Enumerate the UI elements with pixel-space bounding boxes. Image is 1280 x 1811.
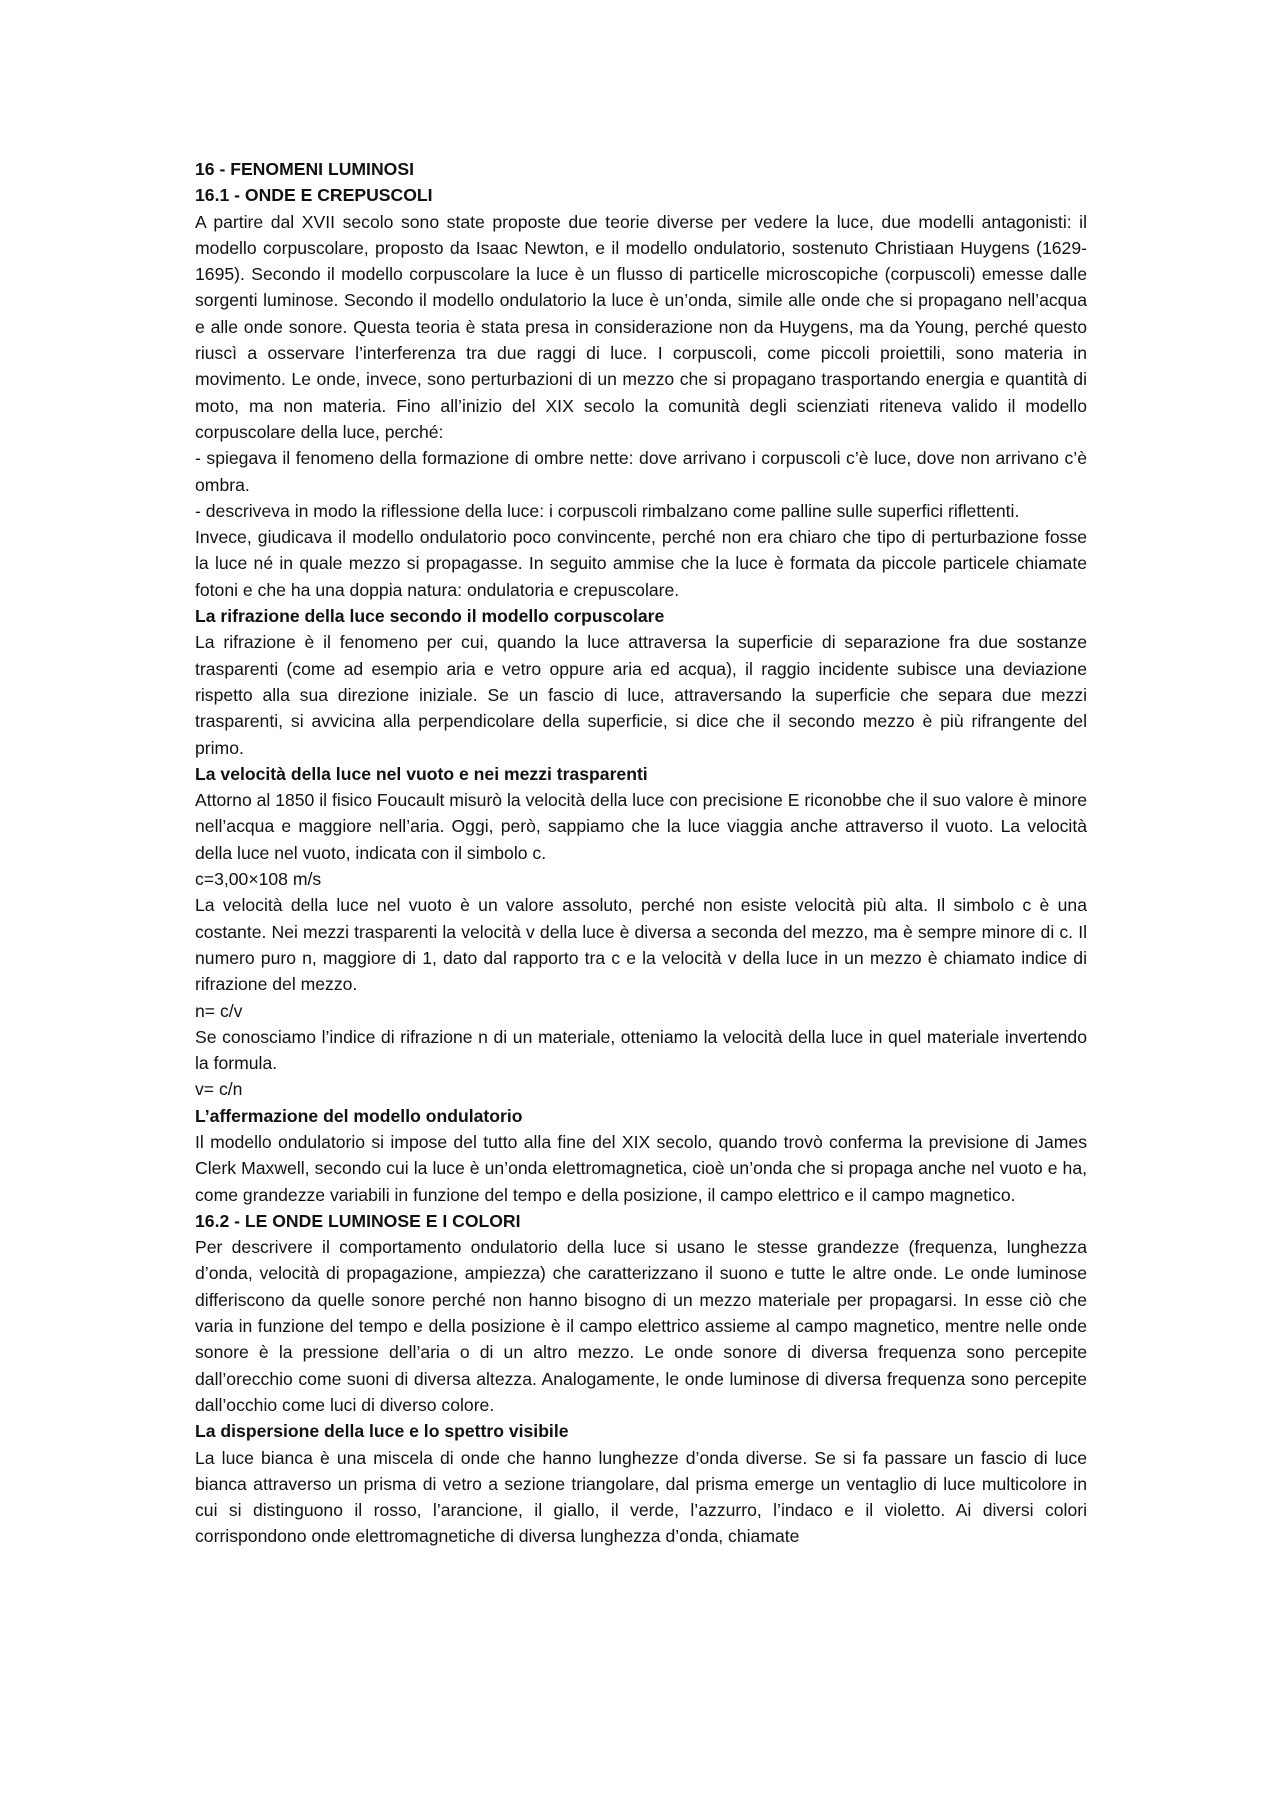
paragraph: A partire dal XVII secolo sono state proposte due teorie diverse per vedere la luce, due modelli antagonisti: il modello corpuscolare, proposto da Isaac Newton, e il modello ondulatorio, sostenuto Christiaan Huygens (1629-1695). Secondo il modello corpuscolare la luce è un flusso di particelle microscopiche (corpuscoli) emesse dalle sorgenti luminose. Secondo il modello ondulatorio la luce è un’onda, simile alle onde che si propagano nell’acqua e alle onde sonore. Questa teoria è stata presa in considerazione non da Huygens, ma da Young, perché questo riuscì a osservare l’interferenza tra due raggi di luce. I corpuscoli, come piccoli proiettili, sono materia in movimento. Le onde, invece, sono perturbazioni di un mezzo che si propagano trasportando energia e quantità di moto, ma non materia. Fino all’inizio del XIX secolo la comunità degli scienziati riteneva valido il modello corpuscolare della luce, perché: (195, 211, 1087, 442)
list-item: - spiegava il fenomeno della formazione di ombre nette: dove arrivano i corpuscoli c’è luce, dove non arrivano c’è ombra. (195, 448, 1087, 495)
document-body (195, 156, 1087, 1550)
formula: c=3,00×108 m/s (195, 869, 322, 890)
subsection-heading: La dispersione della luce e lo spettro visibile (195, 1421, 569, 1442)
paragraph: Per descrivere il comportamento ondulatorio della luce si usano le stesse grandezze (frequenza, lunghezza d’onda, velocità di propagazione, ampiezza) che caratterizzano il suono e tutte le altre onde. Le onde luminose differiscono da quelle sonore perché non hanno bisogno di un mezzo materiale per propagarsi. In esse ciò che varia in funzione del tempo e della posizione è il campo elettrico assieme al campo magnetico, mentre nelle onde sonore è la pressione dell’aria o di un altro mezzo. Le onde sonore di diversa frequenza sono percepite dall’orecchio come suoni di diversa altezza. Analogamente, le onde luminose di diversa frequenza sono percepite dall’occhio come luci di diverso colore. (195, 1237, 1087, 1415)
paragraph: Se conosciamo l’indice di rifrazione n di un materiale, otteniamo la velocità della luce in quel materiale invertendo la formula. (195, 1026, 1087, 1074)
paragraph: Il modello ondulatorio si impose del tutto alla fine del XIX secolo, quando trovò conferma la previsione di James Clerk Maxwell, secondo cui la luce è un’onda elettromagnetica, cioè un’onda che si propaga anche nel vuoto e ha, come grandezze variabili in funzione del tempo e della posizione, il campo elettrico e il campo magnetico. (195, 1131, 1087, 1205)
paragraph: La luce bianca è una miscela di onde che hanno lunghezze d’onda diverse. Se si fa passare un fascio di luce bianca attraverso un prisma di vetro a sezione triangolare, dal prisma emerge un ventaglio di luce multicolore in cui si distinguono il rosso, l’arancione, il giallo, il verde, l’azzurro, l’indaco e il violetto. Ai diversi colori corrispondono onde elettromagnetiche di diversa lunghezza d’onda, chiamate (195, 1447, 1087, 1547)
section-heading: 16.2 - LE ONDE LUMINOSE E I COLORI (195, 1210, 521, 1231)
section-heading: 16.1 - ONDE E CREPUSCOLI (195, 185, 433, 206)
subsection-heading: La velocità della luce nel vuoto e nei mezzi trasparenti (195, 763, 648, 784)
paragraph: La rifrazione è il fenomeno per cui, quando la luce attraversa la superficie di separazione fra due sostanze trasparenti (come ad esempio aria e vetro oppure aria ed acqua), il raggio incidente subisce una deviazione rispetto alla sua direzione iniziale. Se un fascio di luce, attraversando la superficie che separa due mezzi trasparenti, si avvicina alla perpendicolare della superficie, si dice che il secondo mezzo è più rifrangente del primo. (195, 632, 1087, 758)
subsection-heading: L’affermazione del modello ondulatorio (195, 1105, 523, 1126)
paragraph: Attorno al 1850 il fisico Foucault misurò la velocità della luce con precisione E riconobbe che il suo valore è minore nell’acqua e maggiore nell’aria. Oggi, però, sappiamo che la luce viaggia anche attraverso il vuoto. La velocità della luce nel vuoto, indicata con il simbolo c. (195, 790, 1087, 863)
paragraph: La velocità della luce nel vuoto è un valore assoluto, perché non esiste velocità più alta. Il simbolo c è una costante. Nei mezzi trasparenti la velocità v della luce è diversa a seconda del mezzo, ma è sempre minore di c. Il numero puro n, maggiore di 1, dato dal rapporto tra c e la velocità v della luce in un mezzo è chiamato indice di rifrazione del mezzo. (195, 895, 1087, 995)
subsection-heading: La rifrazione della luce secondo il modello corpuscolare (195, 606, 665, 627)
list-item: - descriveva in modo la riflessione della luce: i corpuscoli rimbalzano come palline sulle superfici riflettenti. (195, 500, 1020, 521)
formula: n= c/v (195, 1000, 243, 1021)
chapter-title: 16 - FENOMENI LUMINOSI (195, 159, 414, 179)
formula: v= c/n (195, 1079, 243, 1100)
paragraph: Invece, giudicava il modello ondulatorio poco convincente, perché non era chiaro che tipo di perturbazione fosse la luce né in quale mezzo si propagasse. In seguito ammise che la luce è formata da piccole particele chiamate fotoni e che ha una doppia natura: ondulatoria e crepuscolare. (195, 527, 1087, 600)
